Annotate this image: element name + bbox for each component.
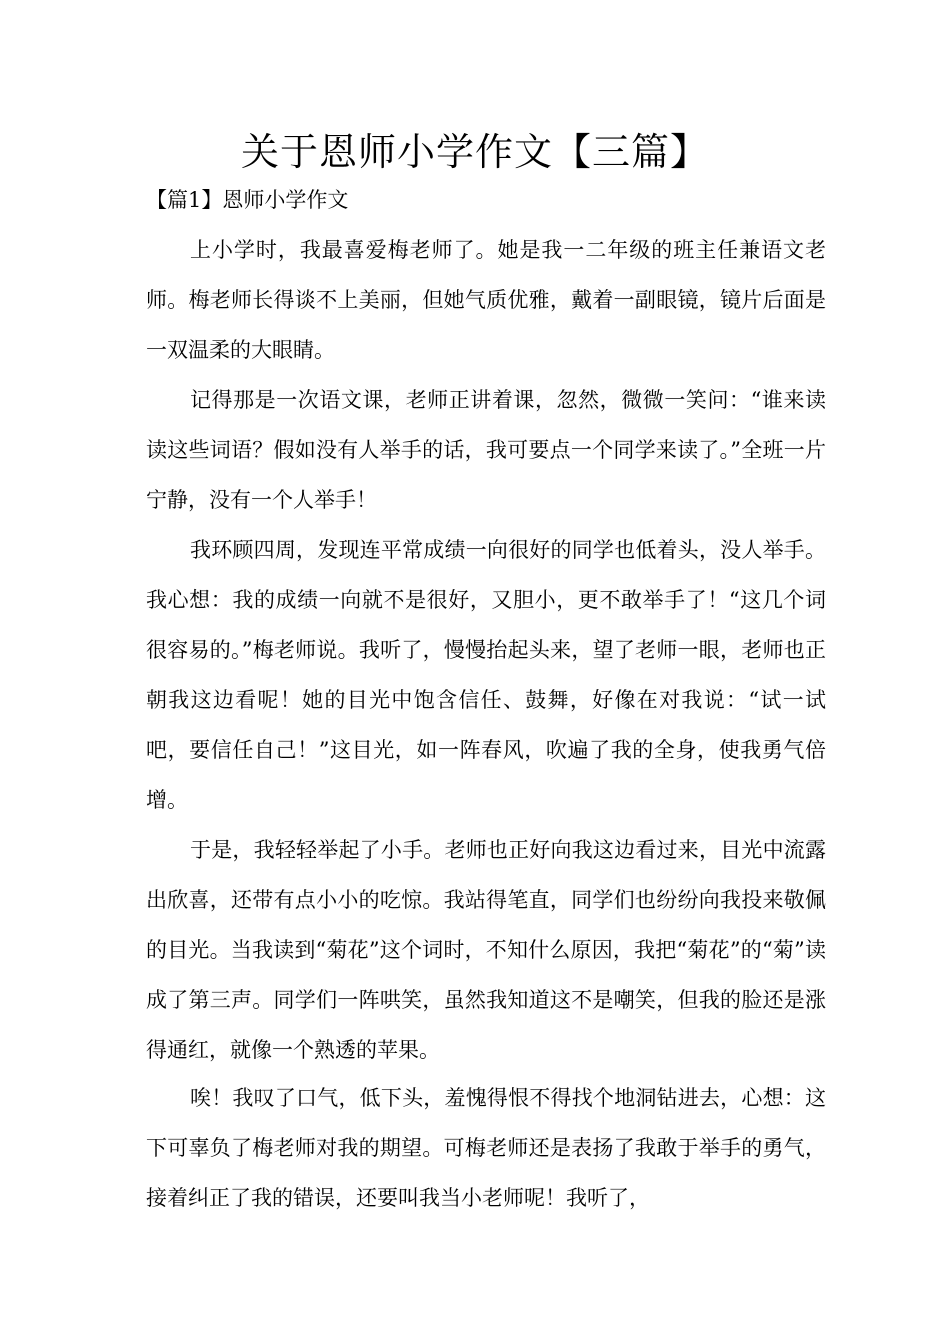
body-paragraph-4-block xyxy=(146,825,826,1075)
body-paragraph: 记得那是一次语文课，老师正讲着课，忽然，微微一笑问：“谁来读读这些词语？假如没有人举手的话，我可要点一个同学来读了。”全班一片宁静，没有一个人举手！ xyxy=(146,388,826,512)
body-paragraph: 上小学时，我最喜爱梅老师了。她是我一二年级的班主任兼语文老师。梅老师长得谈不上美丽，但她气质优雅，戴着一副眼镜，镜片后面是一双温柔的大眼睛。 xyxy=(146,238,826,362)
body-paragraph: 唉！我叹了口气，低下头，羞愧得恨不得找个地洞钻进去，心想：这下可辜负了梅老师对我的期望。可梅老师还是表扬了我敢于举手的勇气，接着纠正了我的错误，还要叫我当小老师呢！我听了， xyxy=(146,1086,826,1210)
body-paragraph-1-block xyxy=(146,225,826,375)
section-heading: 【篇1】恩师小学作文 xyxy=(146,188,349,212)
body-paragraph: 我环顾四周，发现连平常成绩一向很好的同学也低着头，没人举手。我心想：我的成绩一向就不是很好，又胆小，更不敢举手了！“这几个词很容易的。”梅老师说。我听了，慢慢抬起头来，望了老师一眼，老师也正朝我这边看呢！她的目光中饱含信任、鼓舞，好像在对我说：“试一试吧，要信任自己！”这目光，如一阵春风，吹遍了我的全身，使我勇气倍增。 xyxy=(146,538,826,812)
body-paragraph-2-block xyxy=(146,375,826,525)
body-paragraph-3-block xyxy=(146,525,826,825)
body-paragraph-5-block xyxy=(146,1073,826,1223)
body-paragraph: 于是，我轻轻举起了小手。老师也正好向我这边看过来，目光中流露出欣喜，还带有点小小的吃惊。我站得笔直，同学们也纷纷向我投来敬佩的目光。当我读到“菊花”这个词时，不知什么原因，我把“菊花”的“菊”读成了第三声。同学们一阵哄笑，虽然我知道这不是嘲笑，但我的脸还是涨得通红，就像一个熟透的苹果。 xyxy=(146,838,826,1062)
document-title: 关于恩师小学作文【三篇】 xyxy=(240,130,709,174)
